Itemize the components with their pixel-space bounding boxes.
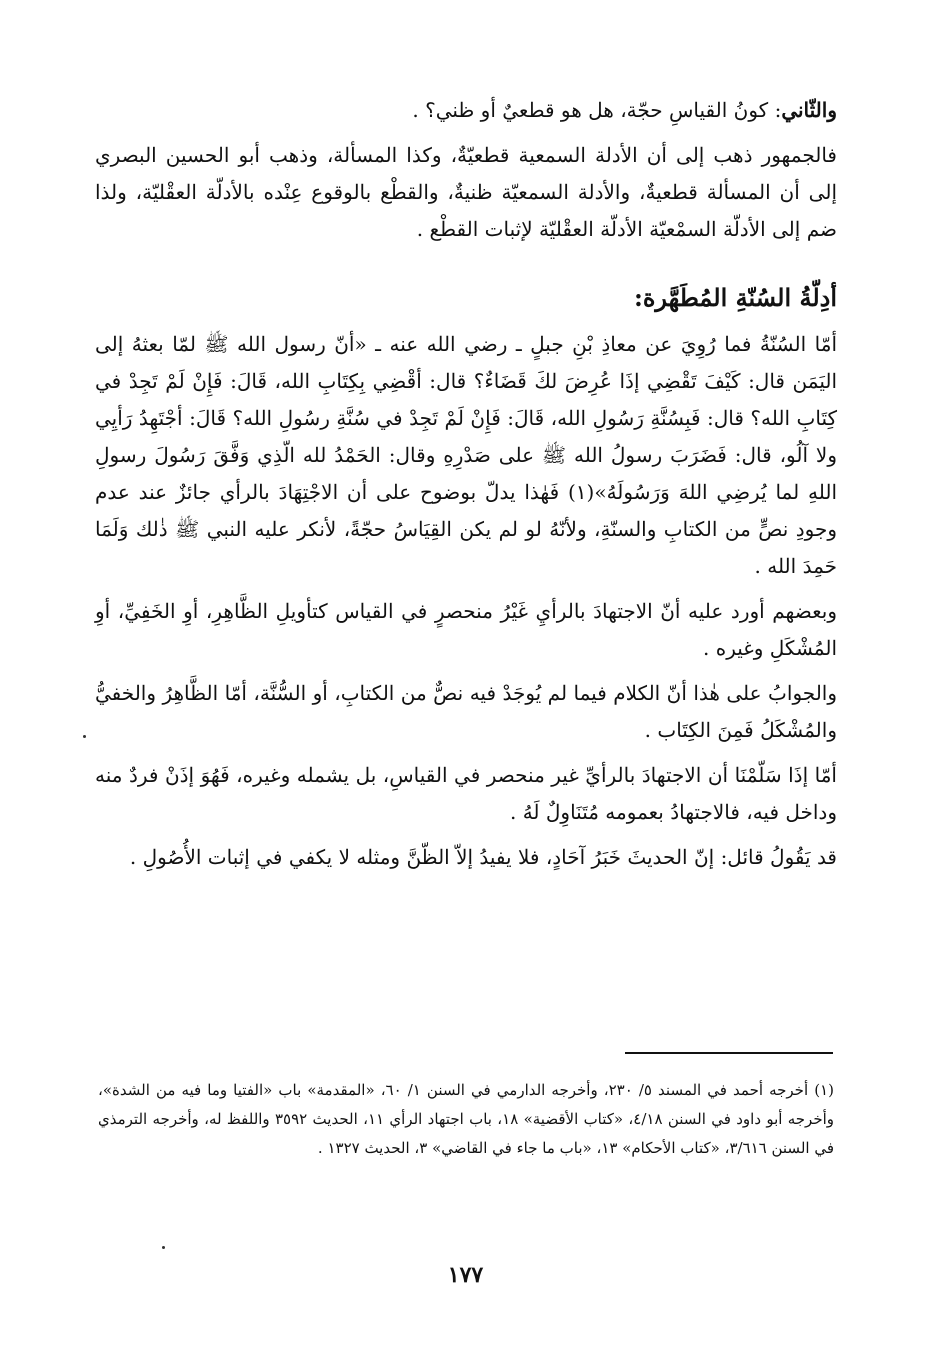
paragraph-answer: والجوابُ على هٰذا أنّ الكلام فيما لم يُوجَدْ فيه نصٌّ من الكتابِ، أو السُّنَّة، أمّا الظَّاهِرُ والخفيُّ والمُشْكَلُ فَمِنَ الكِتَاب . bbox=[95, 681, 837, 742]
paragraph-majority-view: فالجمهور ذهب إلى أن الأدلة السمعية قطعيّةٌ، وكذا المسألة، وذهب أبو الحسين البصري إلى أن المسألة قطعيةٌ، والأدلة السمعيّة ظنيةٌ، والقطْع بالوقوع عِنْده بالأدلّة العقْليّة، ولذا ضم إلى الأدلّة السمْعيّة الأدلّة العقْليّة لإثبات القطْع . bbox=[95, 143, 837, 241]
footnote: (١) أخرجه أحمد في المسند ٥/ ٢٣٠، وأخرجه الدارمي في السنن ١/ ٦٠، «المقدمة» باب «الفتيا وما فيه من الشدة»، وأخرجه أبو داود في السنن ٤/١٨، «كتاب الأقضية» ١٨، باب اجتهاد الرأي ١١، الحديث ٣٥٩٢ واللفظ له، وأخرجه الترمذي في السنن ٣/٦١٦، «كتاب الأحكام» ١٣، «باب ما جاء في القاضي» ٣، الحديث ١٣٢٧ . bbox=[98, 1081, 835, 1157]
scan-speck bbox=[162, 1246, 165, 1249]
second-point-text: : كونُ القياسِ حجّة، هل هو قطعيٌ أو ظني؟ . bbox=[412, 98, 782, 122]
footnote-separator bbox=[625, 1052, 833, 1054]
page-body bbox=[95, 92, 837, 884]
paragraph-ahad-objection: قد يَقُولُ قائل: إنّ الحديثَ خَبَرُ آحَادٍ، فلا يفيدُ إلاّ الظّنَّ ومثله لا يكفي في إثبات الأُصُولِ . bbox=[129, 845, 837, 869]
paragraph-ijtihad: أمّا إذَا سَلّمْنَا أن الاجتهادَ بالرأيِّ غير منحصر في القياسِ، بل يشمله وغيره، فَهُوَ إذَنْ فردٌ منه وداخل فيه، فالاجتهادُ بعمومه مُتَنَاوِلٌ لَهُ . bbox=[95, 763, 837, 824]
paragraph-objection: وبعضهم أورد عليه أنّ الاجتهادَ بالرأيِ غَيْرُ منحصرٍ في القياس كتأويلِ الظَّاهِرِ، أوِ الخَفِيِّ، أوِ المُشْكَلِ وغيره . bbox=[95, 599, 837, 660]
paragraph-second-point bbox=[95, 92, 837, 129]
second-point-lead: والثّاني bbox=[781, 98, 837, 122]
scan-speck bbox=[83, 735, 86, 738]
section-heading: أدِلّةُ السُنّةِ المُطَهَّرة: bbox=[633, 283, 837, 312]
page-number: ١٧٧ bbox=[447, 1262, 484, 1288]
paragraph-muadh-hadith: أمّا السُنّةُ فما رُوِيَ عن معاذِ بْنِ جبلٍ ـ رضي الله عنه ـ «أنّ رسول الله ﷺ لمّا بعثهُ إلى اليَمَن قال: كَيْفَ تَقْضِي إذَا عُرِضَ لكَ قَضَاءٌ؟ قال: أقْضِي بِكِتَابِ الله، قَالَ: فَإِنْ لَمْ تَجِدْ في كِتَابِ الله؟ قال: فَبِسُنَّةِ رَسُولِ الله، قَالَ: فَإِنْ لَمْ تَجِدْ في سُنَّةِ رسُولِ الله؟ قَالَ: أجْتَهِدُ رَأيِي ولا آلُو، قال: فَضَرَبَ رسولُ الله ﷺ على صَدْرِهِ وقال: الحَمْدُ لله الّذِي وَفَّقَ رَسُولَ رسولِ اللهِ لما يُرضِي اللهَ وَرَسُولَهُ»(١) فَهٰذا يدلّ بوضوح على أن الاجْتِهَادَ بالرأي جائزٌ عند عدم وجودِ نصٍّ من الكتابِ والسنّةِ، ولأنّهُ لو لم يكن القِيَاسُ حجّةً، لأنكر عليه النبي ﷺ ذٰلك وَلَمَا حَمِدَ الله . bbox=[95, 332, 837, 578]
